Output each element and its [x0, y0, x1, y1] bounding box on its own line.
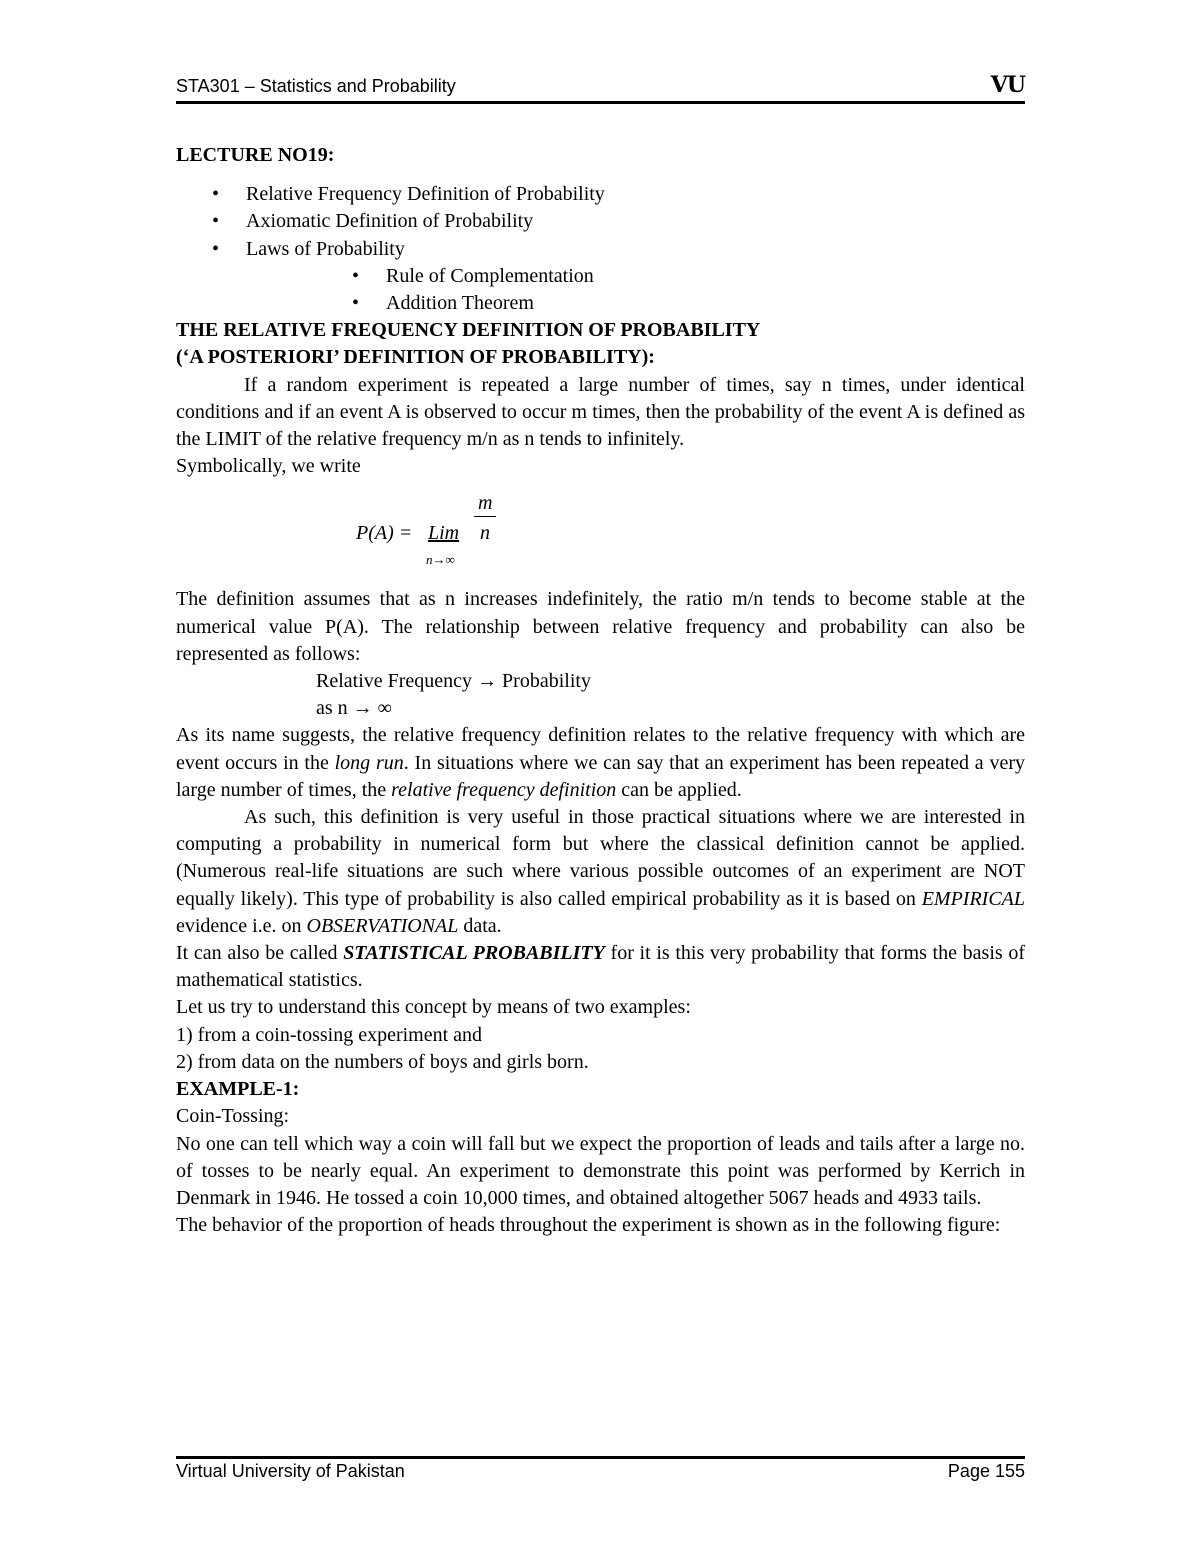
topic-item: • Axiomatic Definition of Probability: [176, 208, 1025, 235]
paragraph: Let us try to understand this concept by means of two examples:: [176, 996, 691, 1019]
formula-lim: Lim: [428, 522, 460, 545]
lecture-heading: LECTURE NO19:: [176, 144, 335, 166]
text-run: can be applied.: [616, 778, 742, 801]
page-body: [176, 142, 1025, 1239]
relation-line: as n → ∞: [316, 697, 392, 720]
text-run: data.: [458, 914, 502, 937]
text-run: It can also be called: [176, 942, 344, 965]
italic-run: long run: [334, 751, 404, 774]
section-title: THE RELATIVE FREQUENCY DEFINITION OF PROBABILITY: [176, 319, 761, 342]
topic-item: • Laws of Probability: [176, 236, 1025, 263]
italic-run: relative frequency definition: [391, 778, 617, 801]
limit-formula: [176, 486, 1025, 586]
example-heading: EXAMPLE-1:: [176, 1078, 300, 1101]
paragraph: If a random experiment is repeated a large number of times, say n times, under identical conditions and if an event A is observed to occur m times, then the probability of the event A is defined as the LIMIT of the relative frequency m/n as n tends to infinitely.: [176, 373, 1025, 451]
text-run: As such, this definition is very useful in those practical situations where we are interested in computing a probability in numerical form but where the classical definition cannot be applied.(Numerous real-life situations are such where various possible outcomes of an experiment are NOT equally likely). This type of probability is also called empirical probability as it is based on: [176, 806, 1025, 910]
formula-lhs: P(A) =: [356, 522, 413, 545]
topic-list: [176, 181, 1025, 317]
italic-run: OBSERVATIONAL: [306, 914, 459, 937]
footer-rule: [176, 1456, 1025, 1459]
paragraph: Symbolically, we write: [176, 455, 361, 478]
formula-numerator: m: [478, 492, 493, 515]
topic-item: • Relative Frequency Definition of Probability: [176, 181, 1025, 208]
example-subheading: Coin-Tossing:: [176, 1105, 290, 1128]
paragraph: No one can tell which way a coin will fall but we expect the proportion of leads and tails after a large no. of tosses to be nearly equal. An experiment to demonstrate this point was performed by Kerrich in Denmark in 1946. He tossed a coin 10,000 times, and obtained altogether 5067 heads and 4933 tails.: [176, 1132, 1025, 1209]
page-number: Page 155: [947, 1461, 1025, 1481]
course-title: STA301 – Statistics and Probability: [176, 76, 456, 96]
vu-logo: VU: [990, 72, 1025, 98]
paragraph: [176, 804, 1025, 940]
text-run: for it is this very probability that forms the basis of mathematical statistics.: [176, 942, 1025, 992]
bold-italic-run: STATISTICAL PROBABILITY: [343, 942, 605, 965]
paragraph: [176, 722, 1025, 804]
relation-line: Relative Frequency → Probability: [316, 670, 591, 693]
footer-university: Virtual University of Pakistan: [176, 1461, 405, 1481]
subtopic-item: • Addition Theorem: [176, 290, 1025, 317]
italic-run: EMPIRICAL: [921, 887, 1025, 910]
paragraph: The behavior of the proportion of heads throughout the experiment is shown as in the following figure:: [176, 1214, 1001, 1237]
example-list-item: 2) from data on the numbers of boys and girls born.: [176, 1050, 589, 1073]
example-list-item: 1) from a coin-tossing experiment and: [176, 1023, 483, 1046]
text-run: As its name suggests, the relative frequency definition relates to the relative frequency with which are event occurs in the: [176, 724, 1025, 774]
page-footer: [176, 1461, 1025, 1482]
formula-denominator: n: [480, 522, 490, 545]
text-run: evidence i.e. on: [176, 914, 307, 937]
text-run: . In situations where we can say that an experiment has been repeated a very large number of times, the: [176, 751, 1025, 801]
section-subtitle: (‘A POSTERIORI’ DEFINITION OF PROBABILITY):: [176, 346, 655, 369]
subtopic-item: • Rule of Complementation: [176, 263, 1025, 290]
formula-limit-subscript: n→∞: [426, 552, 455, 568]
page-header: [176, 72, 1025, 98]
fraction-bar: [474, 516, 496, 517]
header-rule: [176, 101, 1025, 104]
paragraph: The definition assumes that as n increases indefinitely, the ratio m/n tends to become stable at the numerical value P(A). The relationship between relative frequency and probability can also be represented as follows:: [176, 588, 1025, 665]
paragraph: [176, 940, 1025, 994]
